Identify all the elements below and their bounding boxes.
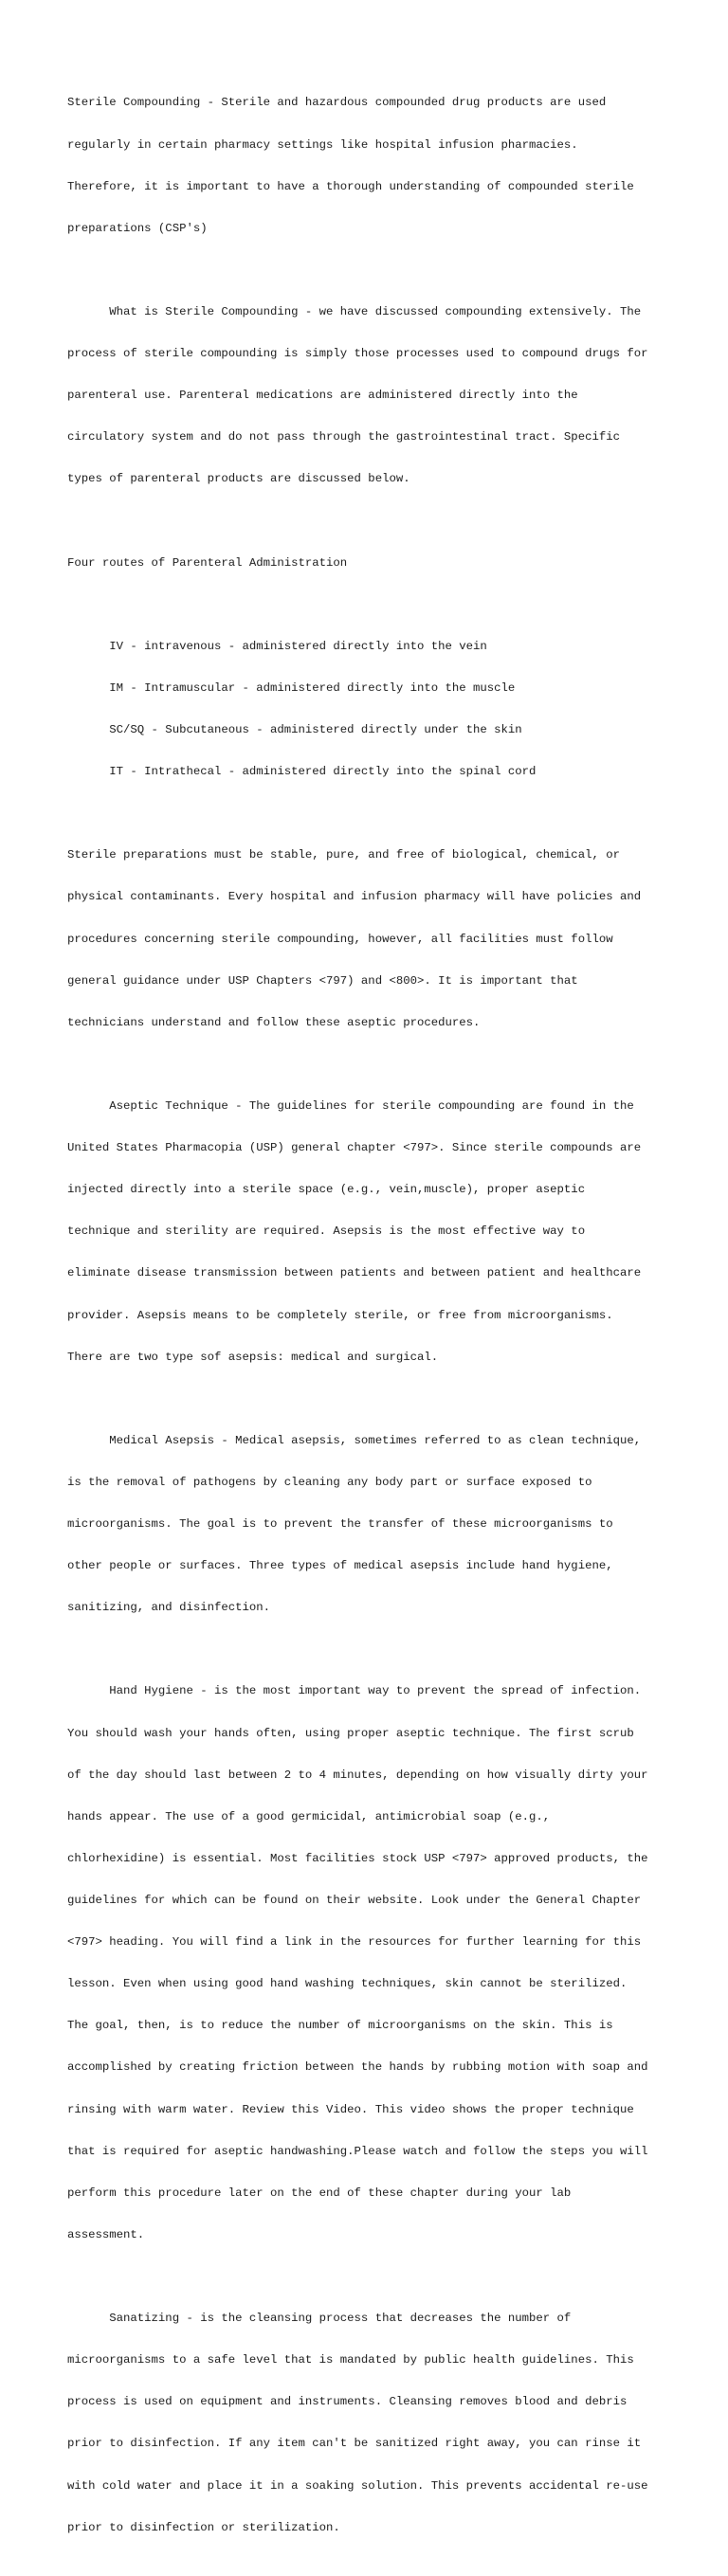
text-line: regularly in certain pharmacy settings like hospital infusion pharmacies. [67,137,578,152]
text-line: <797> heading. You will find a link in the resources for further learning for this [67,1935,642,1950]
text-line: injected directly into a sterile space (e.g., vein,muscle), proper aseptic [67,1183,586,1197]
text-line: circulatory system and do not pass through the gastrointestinal tract. Specific [67,430,620,444]
list-item: IT - Intrathecal - administered directly into the spinal cord [67,765,537,779]
list-item: IV - intravenous - administered directly into the vein [67,639,487,653]
text-line: prior to disinfection. If any item can't be sanitized right away, you can rinse it [67,2437,642,2451]
paragraph-what-is-sterile-compounding [67,278,674,515]
text-line: Medical Asepsis - Medical asepsis, sometimes referred to as clean technique, [67,1433,642,1447]
text-line: types of parenteral products are discussed below. [67,472,410,486]
document-page [67,68,674,2576]
text-line: Therefore, it is important to have a thorough understanding of compounded sterile [67,179,634,193]
list-item: IM - Intramuscular - administered directly into the muscle [67,680,516,695]
text-line: microorganisms. The goal is to prevent the transfer of these microorganisms to [67,1517,613,1532]
text-line: process of sterile compounding is simply those processes used to compound drugs for [67,347,648,361]
text-line: microorganisms to a safe level that is mandated by public health guidelines. This [67,2353,634,2367]
text-line: rinsing with warm water. Review this Video. This video shows the proper technique [67,2102,634,2116]
paragraph-medical-asepsis [67,1406,674,1642]
paragraph-aseptic-technique [67,1072,674,1392]
text-line: Four routes of Parenteral Administration [67,555,348,570]
text-line: There are two type sof asepsis: medical and surgical. [67,1350,439,1364]
text-line: Sterile Compounding - Sterile and hazardous compounded drug products are used [67,96,607,110]
text-line: The goal, then, is to reduce the number of microorganisms on the skin. This is [67,2019,613,2033]
text-line: guidelines for which can be found on their website. Look under the General Chapter [67,1894,642,1907]
paragraph-sanatizing [67,2284,674,2563]
text-line: technique and sterility are required. Asepsis is the most effective way to [67,1225,586,1239]
text-line: preparations (CSP's) [67,221,208,235]
text-line: other people or surfaces. Three types of medical asepsis include hand hygiene, [67,1559,613,1573]
text-line: perform this procedure later on the end of these chapter during your lab [67,2186,572,2200]
text-line: United States Pharmacopia (USP) general chapter <797>. Since sterile compounds are [67,1141,642,1155]
text-line: accomplished by creating friction between the hands by rubbing motion with soap and [67,2060,648,2075]
list-item: SC/SQ - Subcutaneous - administered directly under the skin [67,723,522,736]
text-line: Sanatizing - is the cleansing process that decreases the number of [67,2312,572,2326]
text-line: hands appear. The use of a good germicidal, antimicrobial soap (e.g., [67,1809,551,1823]
text-line: Sterile preparations must be stable, pure, and free of biological, chemical, or [67,848,620,862]
paragraph-routes-heading [67,528,674,598]
text-line: with cold water and place it in a soaking solution. This prevents accidental re-use [67,2478,648,2493]
text-line: technicians understand and follow these aseptic procedures. [67,1015,481,1029]
paragraph-sterile-preparations [67,821,674,1058]
text-line: that is required for aseptic handwashing.Please watch and follow the steps you will [67,2144,648,2158]
text-line: physical contaminants. Every hospital and infusion pharmacy will have policies and [67,890,642,904]
text-line: general guidance under USP Chapters <797) and <800>. It is important that [67,973,578,988]
text-line: sanitizing, and disinfection. [67,1601,271,1615]
text-line: What is Sterile Compounding - we have discussed compounding extensively. The [67,304,642,318]
text-line: process is used on equipment and instruments. Cleansing removes blood and debris [67,2395,628,2409]
text-line: is the removal of pathogens by cleaning any body part or surface exposed to [67,1475,592,1489]
text-line: eliminate disease transmission between patients and between patient and healthcare [67,1266,642,1280]
text-line: Hand Hygiene - is the most important way to prevent the spread of infection. [67,1684,642,1698]
text-line: of the day should last between 2 to 4 minutes, depending on how visually dirty your [67,1768,648,1782]
text-line: You should wash your hands often, using proper aseptic technique. The first scrub [67,1726,634,1740]
paragraph-routes-list [67,611,674,807]
paragraph-sterile-compounding-intro [67,68,674,263]
paragraph-hand-hygiene [67,1657,674,2270]
text-line: prior to disinfection or sterilization. [67,2520,340,2534]
text-line: assessment. [67,2227,145,2241]
text-line: provider. Asepsis means to be completely sterile, or free from microorganisms. [67,1308,613,1322]
text-line: chlorhexidine) is essential. Most facilities stock USP <797> approved products, the [67,1851,648,1865]
text-line: parenteral use. Parenteral medications are administered directly into the [67,389,578,403]
text-line: procedures concerning sterile compounding, however, all facilities must follow [67,932,613,946]
text-line: lesson. Even when using good hand washing techniques, skin cannot be sterilized. [67,1977,628,1991]
text-line: Aseptic Technique - The guidelines for sterile compounding are found in the [67,1098,634,1113]
